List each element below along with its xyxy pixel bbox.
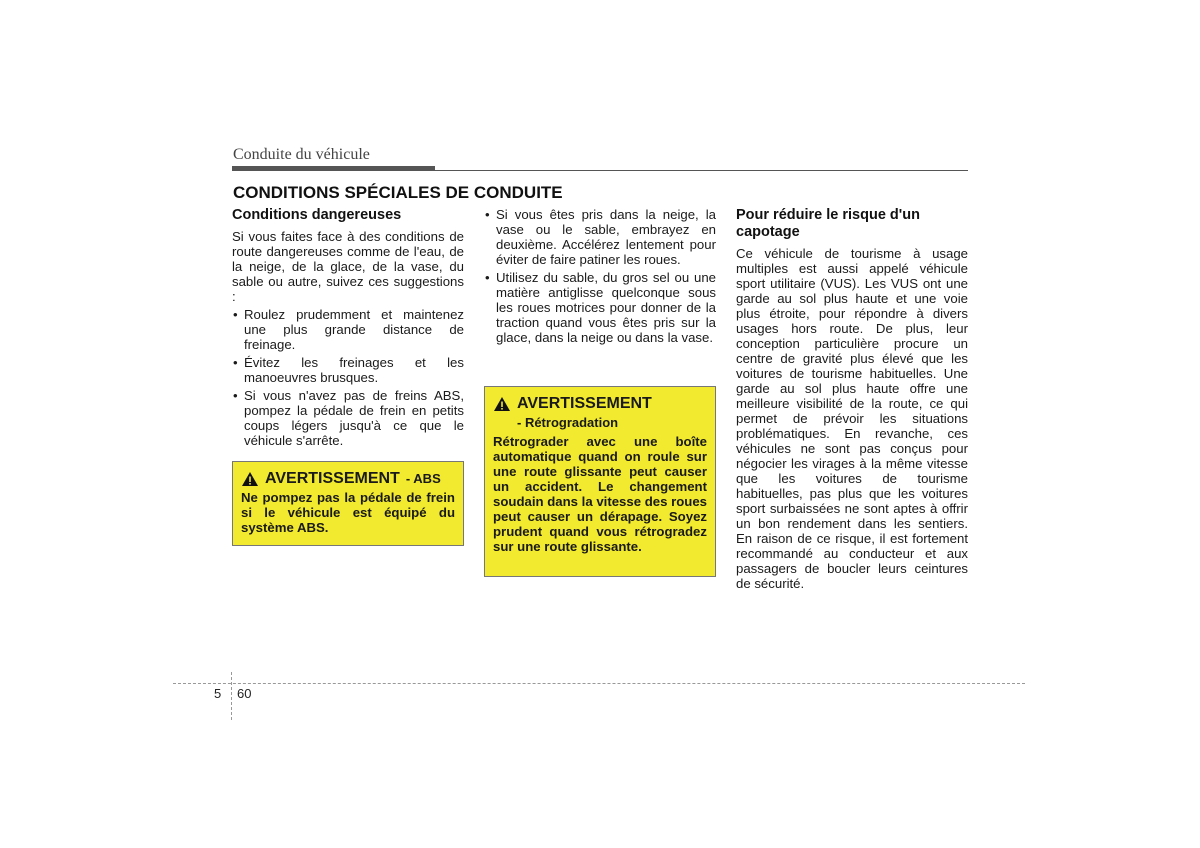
page-number: 60 (237, 686, 252, 701)
list-item: • Si vous n'avez pas de freins ABS, pompez la pédale de frein en petits coups légers jusqu'à ce que le véhicule s'arrête. (232, 388, 464, 448)
header-rule-thick (232, 166, 435, 171)
warning-body: Rétrograder avec une boîte automatique quand on roule sur une route glissante peut causer un accident. Le changement soudain dans la vitesse des roues peut causer un dérapage. Soyez prudent quand vous rétrogradez sur une route glissante. (493, 434, 708, 554)
list-item: • Si vous êtes pris dans la neige, la vase ou le sable, embrayez en deuxième. Accélérez lentement pour éviter de faire patiner les roues. (484, 207, 716, 267)
list-item: • Évitez les freinages et les manoeuvres brusques. (232, 355, 464, 385)
warning-suffix: - ABS (405, 471, 441, 486)
list-item: • Roulez prudemment et maintenez une plus grande distance de freinage. (232, 307, 464, 352)
warning-header (493, 395, 707, 413)
warning-subtitle: - Rétrogradation (517, 415, 619, 430)
column-left (232, 207, 464, 451)
footer-rule (173, 683, 1025, 684)
chapter-number: 5 (214, 686, 222, 701)
section-title: CONDITIONS SPÉCIALES DE CONDUITE (233, 183, 563, 202)
column-middle (484, 207, 716, 348)
warning-triangle-icon (493, 396, 511, 412)
warning-header (241, 470, 455, 488)
heading-dangerous-conditions: Conditions dangereuses (232, 207, 402, 223)
warning-triangle-icon (241, 471, 259, 487)
footer-divider (231, 672, 232, 720)
column-right (736, 207, 968, 594)
heading-rollover-risk: Pour réduire le risque d'un capotage (736, 207, 920, 240)
traction-list (484, 207, 716, 345)
list-item: • Utilisez du sable, du gros sel ou une matière antiglisse quelconque sous les roues motrices pour donner de la traction quand vous êtes pris sur la glace, dans la neige ou dans la vase. (484, 270, 716, 345)
warning-body: Ne pompez pas la pédale de frein si le véhicule est équipé du système ABS. (241, 490, 455, 535)
intro-paragraph: Si vous faites face à des conditions de route dangereuses comme de l'eau, de la neige, de la glace, de la vase, du sable ou autre, suivez ces suggestions : (232, 229, 464, 304)
suggestions-list (232, 307, 464, 448)
warning-title: AVERTISSEMENT (517, 395, 652, 412)
header-rule-thin (435, 170, 968, 171)
warning-box-downshift (484, 386, 716, 577)
warning-box-abs (232, 461, 464, 546)
page-header-title: Conduite du véhicule (233, 146, 370, 163)
warning-title: AVERTISSEMENT (265, 470, 400, 487)
rollover-paragraph: Ce véhicule de tourisme à usage multiples est aussi appelé véhicule sport utilitaire (VUS). Les VUS ont une garde au sol plus haute et une voie plus étroite, pour répondre à divers usages hors route. De plus, leur conception particulière procure un centre de gravité plus élevé que les voitures de tourisme habituelles. Une garde au sol plus haute offre une meilleure visibilité de la route, ce qui permet de prévoir les situations problématiques. En revanche, ces véhicules ne sont pas conçus pour négocier les virages à la même vitesse que les voitures de tourisme habituelles, pas plus que les voitures sport surbaissées ne sont aptes à offrir un bon rendement dans les sentiers. En raison de ce risque, il est fortement recommandé au conducteur et aux passagers de boucler leurs ceintures de sécurité. (736, 246, 968, 591)
